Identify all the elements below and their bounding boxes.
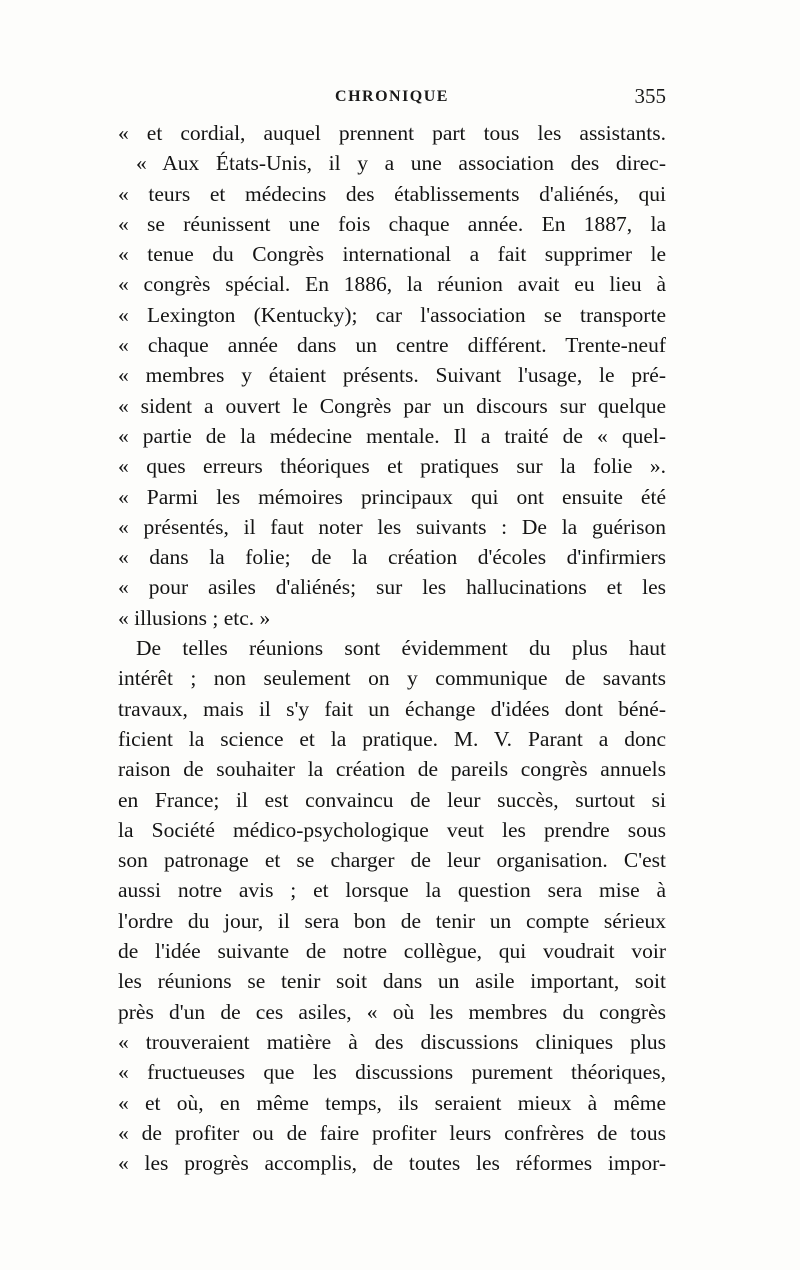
text-line: « Lexington (Kentucky); car l'association se transporte (118, 302, 666, 327)
text-line: « pour asiles d'aliénés; sur les hallucinations et les (118, 575, 666, 600)
text-line: « présentés, il faut noter les suivants : De la guérison (118, 514, 666, 539)
text-line: « tenue du Congrès international a fait supprimer le (118, 242, 666, 267)
text-line: près d'un de ces asiles, « où les membres du congrès (118, 999, 666, 1024)
text-line: « Parmi les mémoires principaux qui ont ensuite été (118, 484, 666, 509)
text-line: son patronage et se charger de leur organisation. C'est (118, 848, 666, 873)
text-line: ficient la science et la pratique. M. V. Parant a donc (118, 726, 666, 751)
text-line: « congrès spécial. En 1886, la réunion avait eu lieu à (118, 272, 666, 297)
text-line: « Aux États-Unis, il y a une association des direc- (136, 151, 666, 176)
text-line: « illusions ; etc. » (118, 605, 271, 630)
text-line: « dans la folie; de la création d'écoles d'infirmiers (118, 545, 666, 570)
text-line: « de profiter ou de faire profiter leurs confrères de tous (118, 1120, 666, 1145)
text-line: travaux, mais il s'y fait un échange d'idées dont béné- (118, 696, 666, 721)
text-line: aussi notre avis ; et lorsque la question sera mise à (118, 878, 666, 903)
text-line: « chaque année dans un centre différent. Trente-neuf (118, 333, 666, 358)
text-line: « trouveraient matière à des discussions cliniques plus (118, 1029, 666, 1054)
text-line: « partie de la médecine mentale. Il a traité de « quel- (118, 423, 666, 448)
text-line: « membres y étaient présents. Suivant l'usage, le pré- (118, 363, 666, 388)
text-line: la Société médico-psychologique veut les prendre sous (118, 817, 666, 842)
running-head: CHRONIQUE (335, 88, 449, 105)
text-line: l'ordre du jour, il sera bon de tenir un compte sérieux (118, 908, 666, 933)
text-line: les réunions se tenir soit dans un asile important, soit (118, 969, 666, 994)
body-text (118, 118, 666, 1178)
text-line: « se réunissent une fois chaque année. En 1887, la (118, 211, 666, 236)
text-line: de l'idée suivante de notre collègue, qui voudrait voir (118, 939, 666, 964)
text-line: « sident a ouvert le Congrès par un discours sur quelque (118, 393, 666, 418)
text-line: raison de souhaiter la création de pareils congrès annuels (118, 757, 666, 782)
text-line: « et où, en même temps, ils seraient mieux à même (118, 1090, 666, 1115)
text-line: « teurs et médecins des établissements d'aliénés, qui (118, 181, 666, 206)
text-line: « et cordial, auquel prennent part tous les assistants. (118, 121, 666, 145)
text-line: en France; il est convaincu de leur succès, surtout si (118, 787, 666, 812)
page-header (118, 84, 666, 118)
text-line: « les progrès accomplis, de toutes les réformes impor- (118, 1151, 666, 1176)
text-line: « ques erreurs théoriques et pratiques sur la folie ». (118, 454, 666, 479)
page-number: 355 (634, 84, 666, 108)
text-line: intérêt ; non seulement on y communique de savants (118, 666, 666, 691)
text-line: « fructueuses que les discussions purement théoriques, (118, 1060, 666, 1085)
text-line: De telles réunions sont évidemment du plus haut (136, 636, 666, 661)
